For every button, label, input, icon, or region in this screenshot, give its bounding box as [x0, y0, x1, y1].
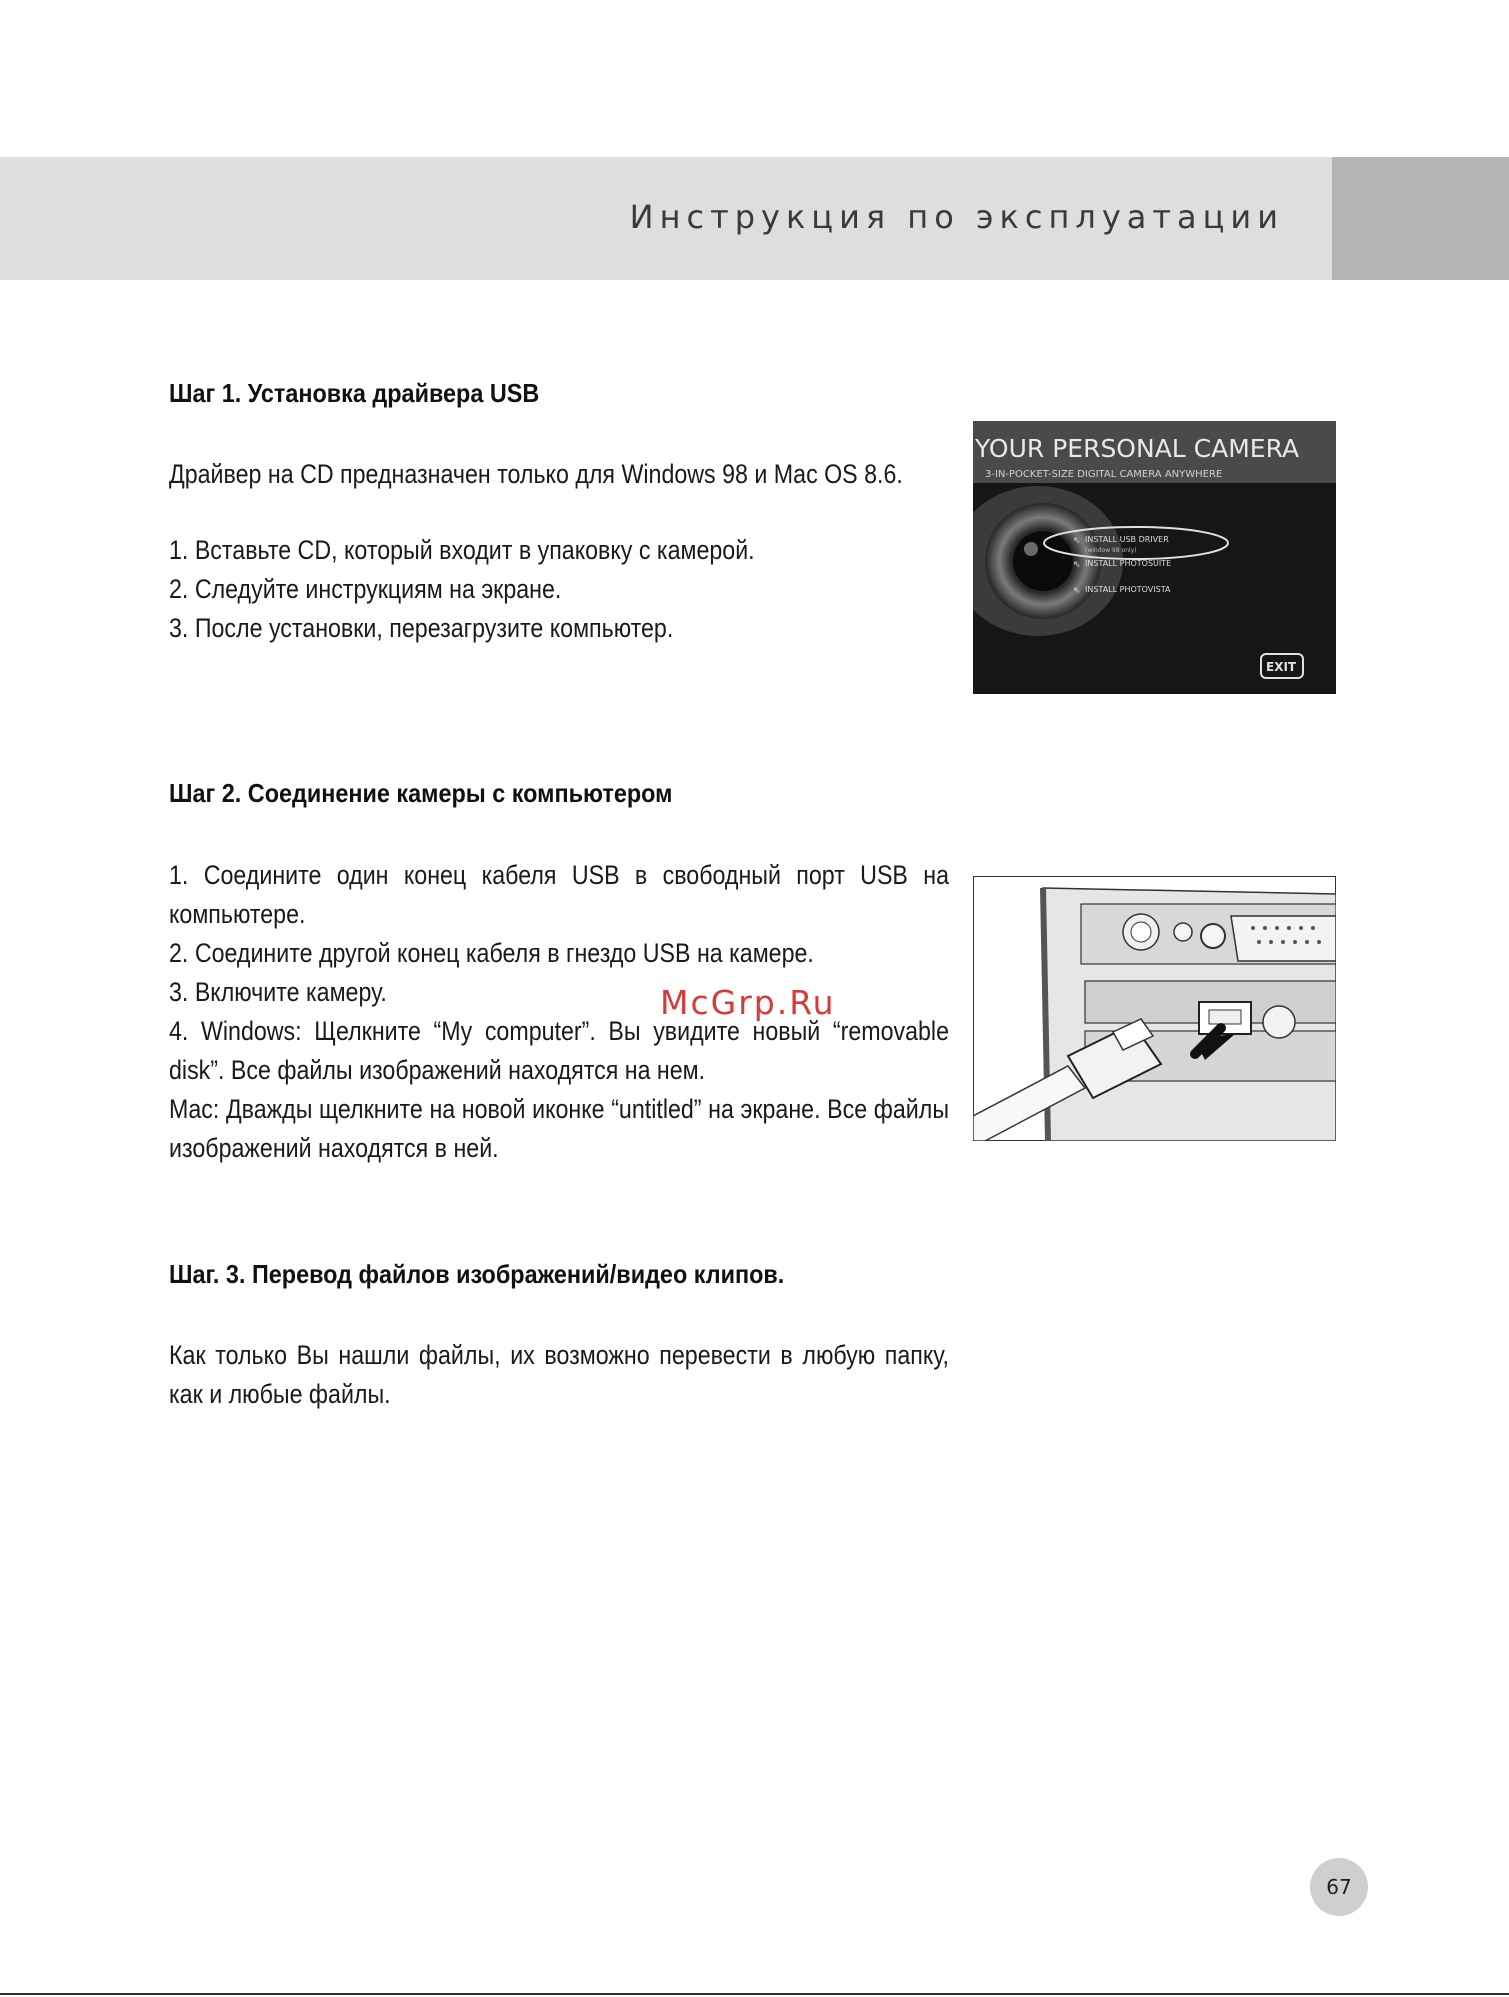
svg-text:⇖: ⇖ — [1073, 586, 1081, 596]
list-item: 1. Соедините один конец кабеля USB в свободный порт USB на компьютере. — [169, 860, 950, 929]
step1-list — [169, 531, 949, 648]
list-item: 3. Включите камеру. — [169, 977, 387, 1007]
installer-menu-note: (window 98 only) — [1085, 547, 1137, 554]
step1-section — [169, 378, 949, 409]
svg-text:⇖: ⇖ — [1073, 560, 1081, 570]
page-header-title: Инструкция по эксплуатации — [629, 198, 1284, 236]
step3-heading: Шаг. 3. Перевод файлов изображений/видео клипов. — [169, 1259, 785, 1289]
bottom-divider — [0, 1993, 1509, 1995]
list-item: 2. Следуйте инструкциям на экране. — [169, 574, 562, 604]
step3-section — [169, 1259, 949, 1290]
step1-body — [169, 455, 949, 648]
installer-title: YOUR PERSONAL CAMERA — [975, 434, 1300, 463]
step1-intro: Драйвер на CD предназначен только для Windows 98 и Mac OS 8.6. — [169, 459, 903, 489]
list-item: Mac: Дважды щелкните на новой иконке “untitled” на экране. Все файлы изображений находятся в ней. — [169, 1094, 950, 1163]
installer-screenshot — [973, 421, 1336, 694]
header-tab — [1332, 157, 1509, 280]
svg-text:⇖: ⇖ — [1073, 536, 1081, 546]
watermark: McGrp.Ru — [660, 983, 836, 1022]
page-number: 67 — [1310, 1858, 1368, 1916]
installer-exit-label: EXIT — [1266, 660, 1297, 674]
usb-connection-illustration — [973, 876, 1336, 1141]
step2-heading: Шаг 2. Соединение камеры с компьютером — [169, 778, 673, 808]
round-connector-icon — [1201, 924, 1225, 948]
step2-section — [169, 778, 949, 809]
step1-heading: Шаг 1. Установка драйвера USB — [169, 378, 540, 408]
step3-text: Как только Вы нашли файлы, их возможно перевести в любую папку, как и любые файлы. — [169, 1340, 950, 1409]
installer-menu-usb[interactable]: INSTALL USB DRIVER — [1085, 535, 1169, 544]
audio-jack-icon — [1174, 923, 1192, 941]
list-item: 3. После установки, перезагрузите компьютер. — [169, 613, 674, 643]
installer-subtitle: 3-IN-POCKET-SIZE DIGITAL CAMERA ANYWHERE — [985, 469, 1223, 480]
list-item: 4. Windows: Щелкните “My computer”. Вы увидите новый “removable disk”. Все файлы изображений находятся на нем. — [169, 1016, 950, 1085]
installer-menu-photosuite[interactable]: INSTALL PHOTOSUITE — [1085, 559, 1172, 568]
list-item: 2. Соедините другой конец кабеля в гнездо USB на камере. — [169, 938, 814, 968]
usb-connection-svg — [973, 876, 1336, 1141]
installer-screen-svg — [973, 421, 1336, 694]
step3-body — [169, 1336, 949, 1414]
list-item: 1. Вставьте CD, который входит в упаковку с камерой. — [169, 535, 755, 565]
installer-menu-photovista[interactable]: INSTALL PHOTOVISTA — [1085, 585, 1171, 594]
parallel-port-icon — [1231, 916, 1336, 961]
